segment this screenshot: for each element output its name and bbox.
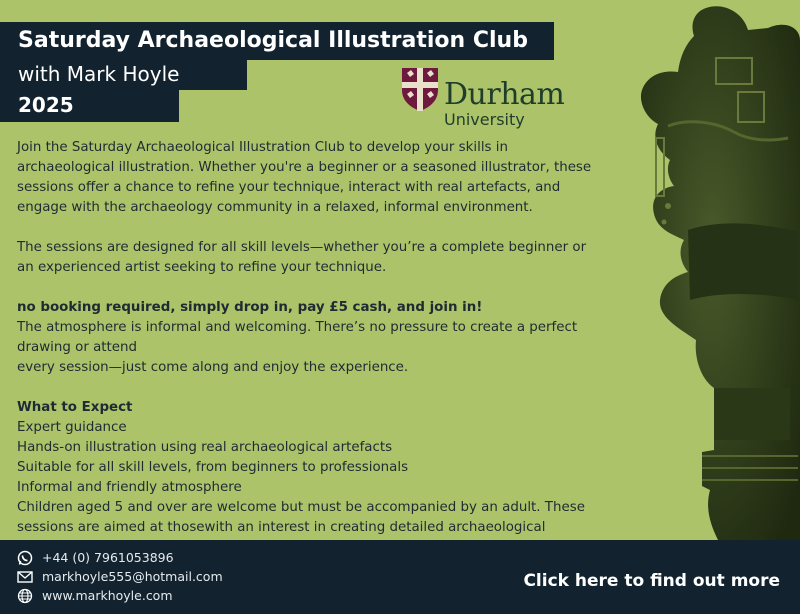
logo-subtitle: University: [444, 110, 525, 129]
durham-shield-icon: [400, 66, 440, 112]
booking-note: no booking required, simply drop in, pay £5 cash, and join in!: [17, 300, 483, 315]
phone-text: +44 (0) 7961053896: [42, 550, 174, 565]
artefact-image: [598, 0, 800, 540]
find-out-more-link[interactable]: Click here to find out more: [523, 571, 780, 591]
mail-icon: [17, 569, 33, 585]
intro-paragraph: Join the Saturday Archaeological Illustration Club to develop your skills in archaeological illustration. Whether you're a beginner or a seasoned illustrator, these sessions offer a chance to refine your technique, interact with real artefacts, and engage with the archaeology community in a relaxed, informal environment.: [17, 140, 592, 215]
expect-item: Hands-on illustration using real archaeological artefacts: [17, 440, 393, 455]
expect-item: Suitable for all skill levels, from beginners to professionals: [17, 460, 409, 475]
atmosphere-line-1: The atmosphere is informal and welcoming. There’s no pressure to create a perfect drawing or attend: [17, 320, 578, 355]
footer: [0, 540, 800, 614]
title-line-1: Saturday Archaeological Illustration Club: [0, 22, 554, 60]
children-note: Children aged 5 and over are welcome but must be accompanied by an adult. These sessions are aimed at thosewith an interest in creating detailed archaeological: [17, 500, 585, 535]
title-line-2: with Mark Hoyle: [0, 60, 247, 90]
email-text: markhoyle555@hotmail.com: [42, 569, 223, 584]
atmosphere-line-2: every session—just come along and enjoy the experience.: [17, 360, 409, 375]
main-content: [17, 138, 597, 558]
levels-paragraph: The sessions are designed for all skill levels—whether you’re a complete beginner or an experienced artist seeking to refine your technique.: [17, 240, 587, 275]
title-year: 2025: [0, 90, 179, 122]
website-text: www.markhoyle.com: [42, 588, 173, 603]
logo-name: Durham: [444, 77, 565, 112]
expect-heading: What to Expect: [17, 400, 133, 415]
expect-item: Informal and friendly atmosphere: [17, 480, 242, 495]
durham-university-logo: [400, 66, 565, 130]
expect-item: Expert guidance: [17, 420, 127, 435]
globe-icon: [17, 588, 33, 604]
whatsapp-icon: [17, 550, 33, 566]
